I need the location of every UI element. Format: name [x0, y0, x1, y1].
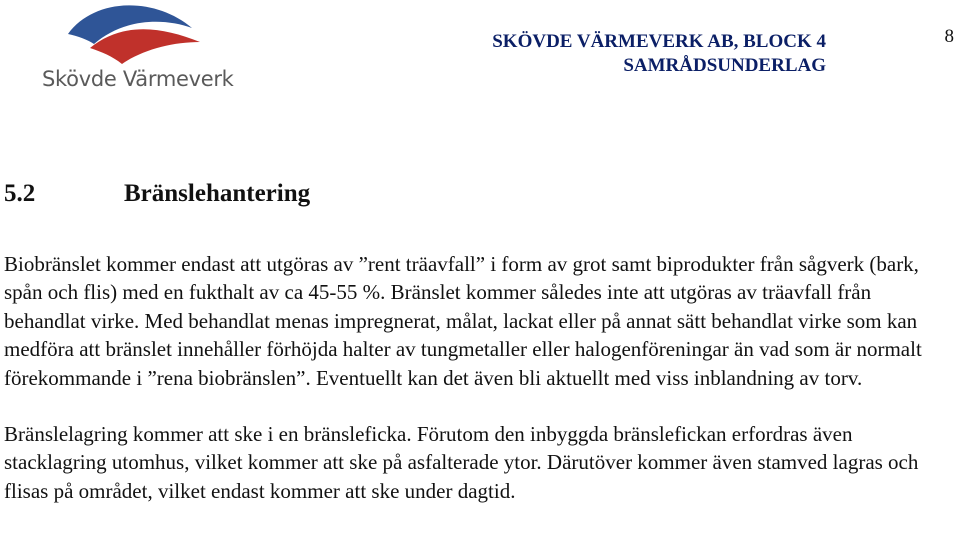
document-type-line: SAMRÅDSUNDERLAG — [623, 55, 826, 76]
company-logo — [42, 4, 234, 94]
section-number: 5.2 — [4, 180, 36, 207]
section-title: Bränslehantering — [124, 180, 311, 207]
logo-text: Skövde Värmeverk — [42, 67, 234, 91]
paragraph: Bränslelagring kommer att ske i en bränsleficka. Förutom den inbyggda bränslefickan erfordras även stacklagring utomhus, vilket kommer att ske på asfalterade ytor. Därutöver kommer även stamved lagras och flisas på området, vilket endast kommer att ske under dagtid. — [4, 422, 919, 503]
section-heading — [4, 180, 310, 208]
body-text — [4, 250, 944, 505]
document-header — [492, 30, 826, 78]
company-line: SKÖVDE VÄRMEVERK AB, BLOCK 4 — [492, 31, 826, 52]
page-number: 8 — [944, 26, 954, 47]
paragraph: Biobränslet kommer endast att utgöras av ”rent träavfall” i form av grot samt biprodukter från sågverk (bark, spån och flis) med en fukthalt av ca 45-55 %. Bränslet kommer således inte att utgöras av träavfall från behandlat virke. Med behandlat menas impregnerat, målat, lackat eller på annat sätt behandlat virke som kan medföra att bränslet innehåller förhöjda halter av tungmetaller eller halogenföreningar än vad som är normalt förekommande i ”rena biobränslen”. Eventuellt kan det även bli aktuellt med viss inblandning av torv. — [4, 252, 922, 390]
logo-wave-icon — [64, 4, 204, 66]
